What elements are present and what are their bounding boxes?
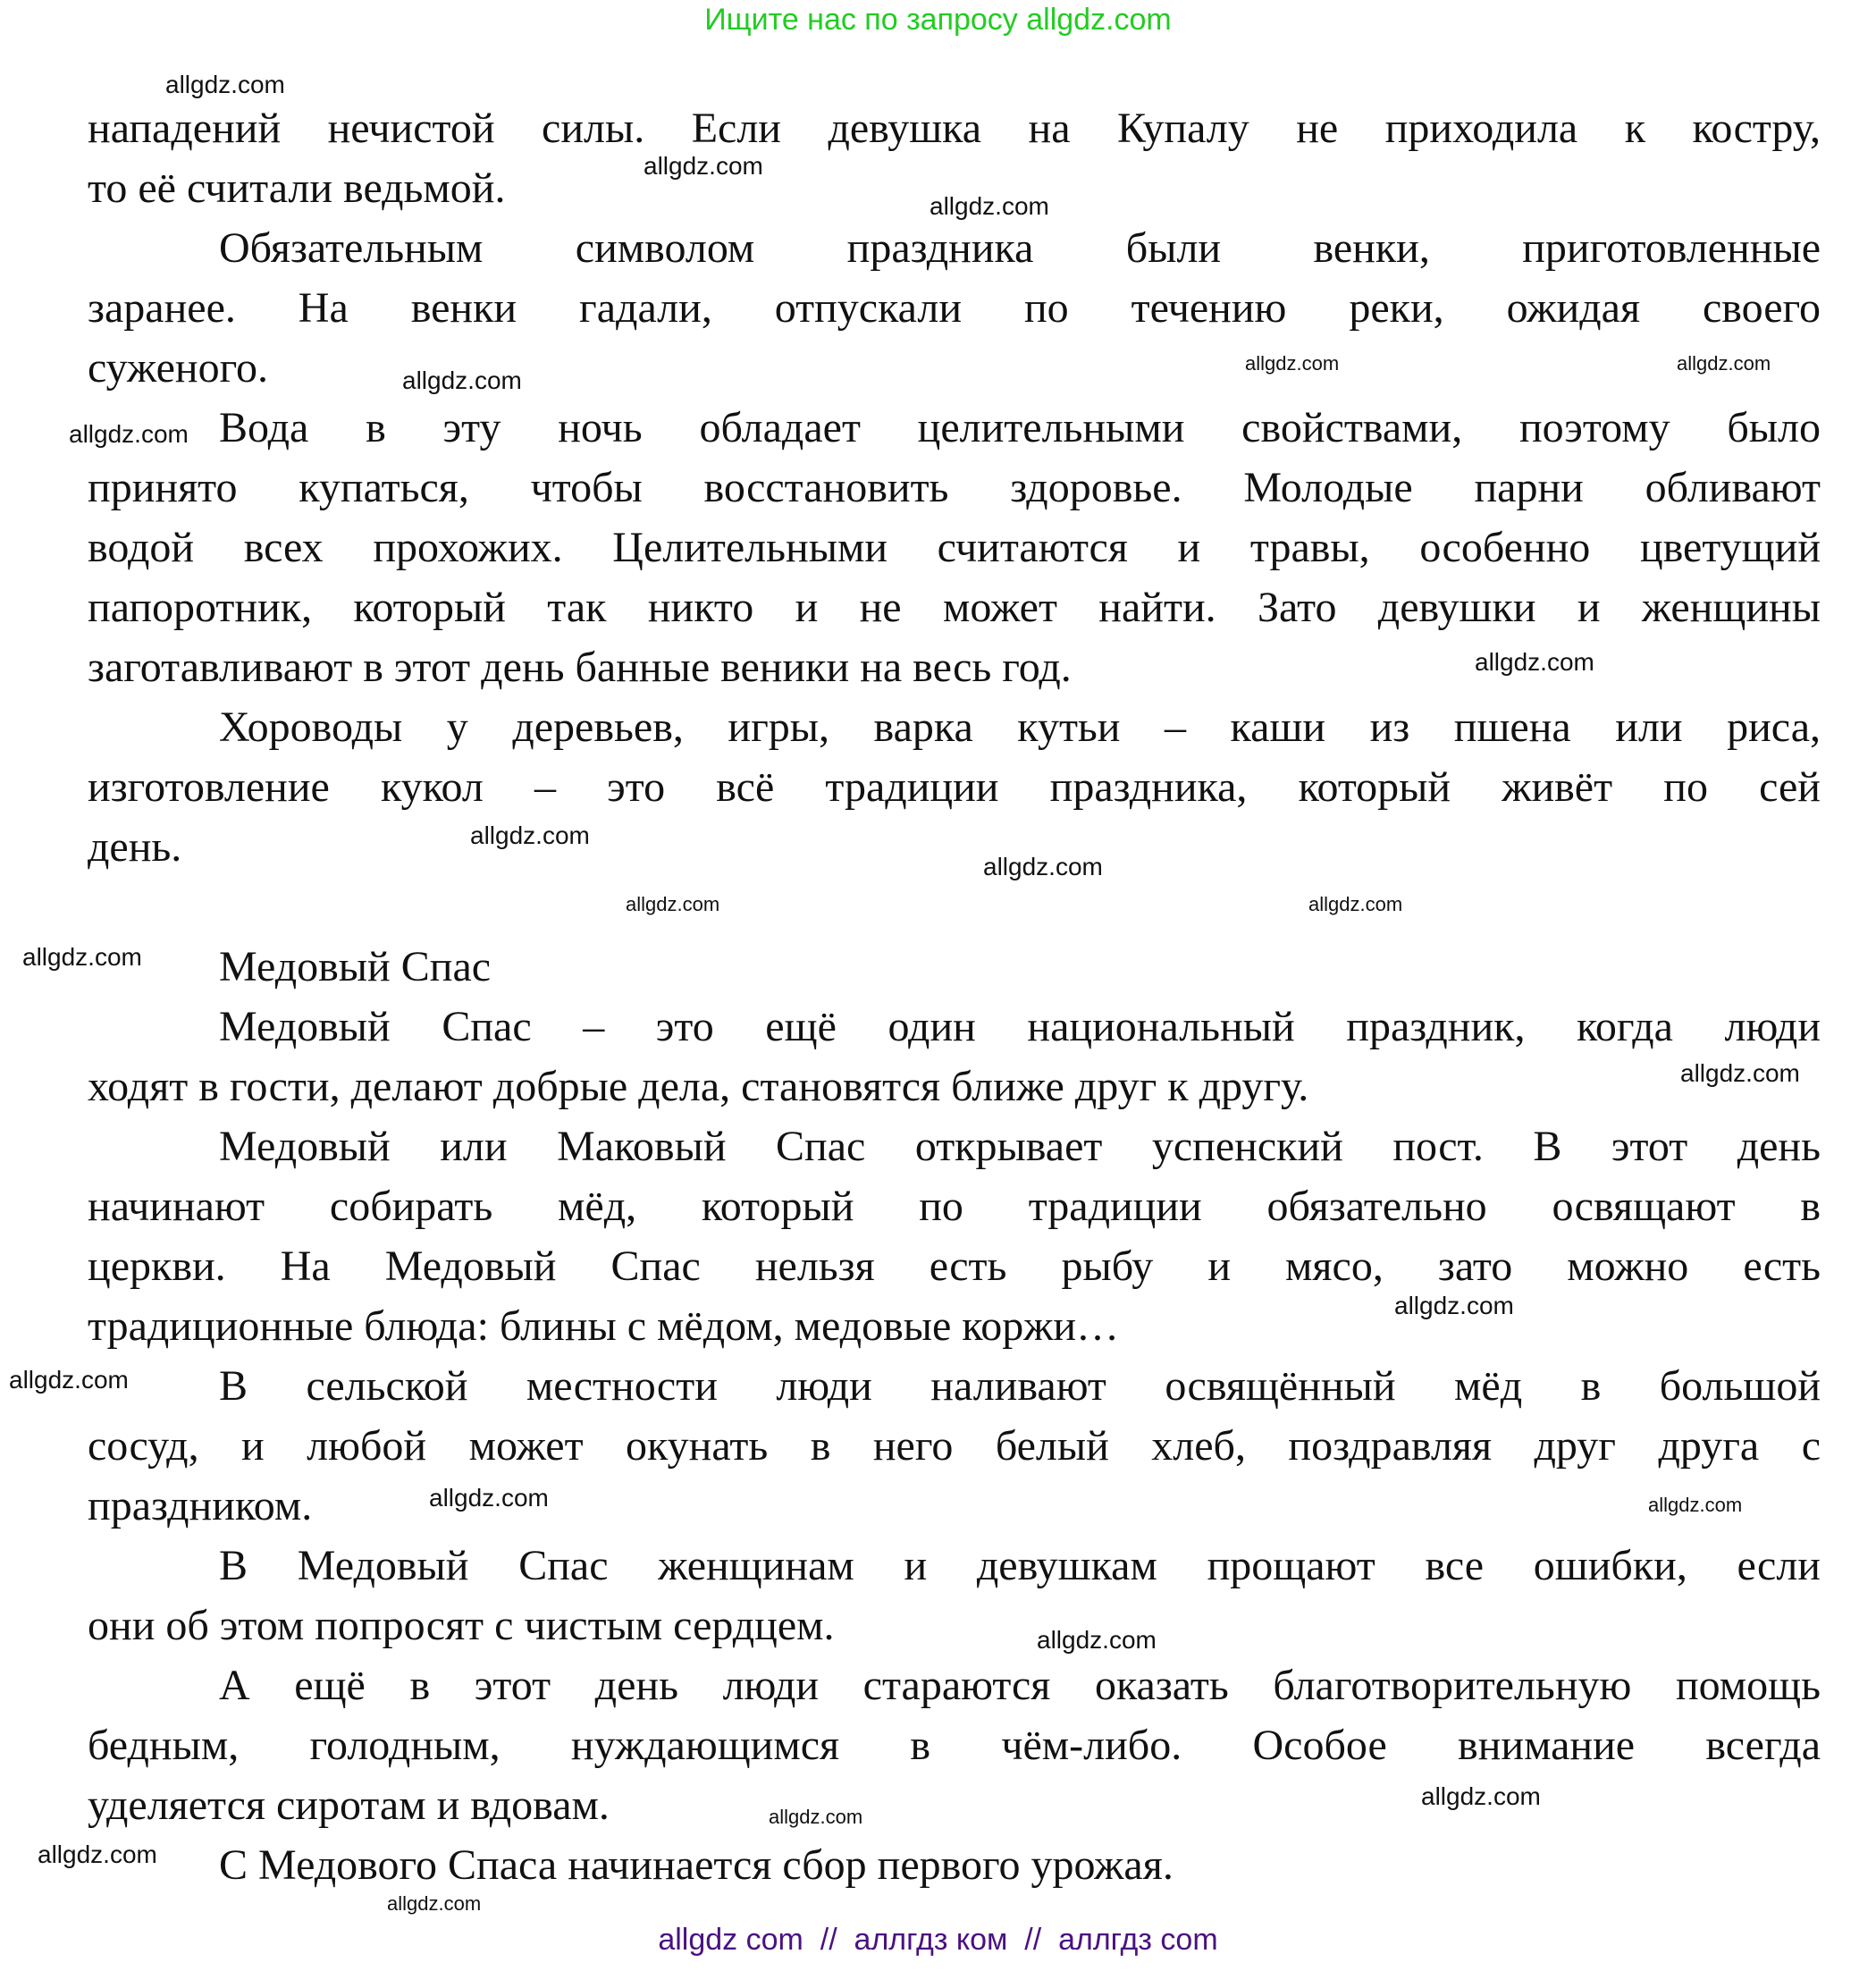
- watermark-text: allgdz.com: [387, 1892, 482, 1915]
- watermark-text: allgdz.com: [1394, 1292, 1514, 1319]
- paragraph: [88, 1356, 1821, 1536]
- text-line: В сельской местности люди наливают освящённый мёд в большой: [219, 1362, 1821, 1410]
- paragraph: [88, 1655, 1821, 1835]
- text-line: церкви. На Медовый Спас нельзя есть рыбу и мясо, зато можно есть: [88, 1242, 1821, 1290]
- text-line: начинают собирать мёд, который по традиции обязательно освящают в: [88, 1183, 1821, 1230]
- watermark-text: allgdz.com: [22, 943, 142, 971]
- watermark-text: allgdz.com: [626, 893, 720, 915]
- text-line: заранее. На венки гадали, отпускали по течению реки, ожидая своего: [88, 284, 1821, 332]
- watermark-text: allgdz.com: [69, 420, 189, 448]
- paragraph: [88, 697, 1821, 877]
- text-line: то её считали ведьмой.: [88, 164, 506, 212]
- watermark-text: allgdz.com: [769, 1806, 863, 1828]
- text-line: А ещё в этот день люди стараются оказать благотворительную помощь: [219, 1662, 1821, 1709]
- text-line: В Медовый Спас женщинам и девушкам прощают все ошибки, если: [219, 1542, 1821, 1589]
- text-line: Медовый или Маковый Спас открывает успенский пост. В этот день: [219, 1123, 1821, 1170]
- paragraph: [88, 1536, 1821, 1655]
- watermark-text: allgdz.com: [470, 821, 590, 849]
- search-banner: Ищите нас по запросу allgdz.com: [704, 3, 1172, 37]
- paragraph: [88, 1835, 1821, 1895]
- text-line: бедным, голодным, нуждающимся в чём-либо. Особое внимание всегда: [88, 1722, 1821, 1769]
- text-line: праздником.: [88, 1482, 313, 1529]
- text-line: сосуд, и любой может окунать в него белый хлеб, поздравляя друг друга с: [88, 1422, 1821, 1470]
- watermark-text: allgdz.com: [1308, 893, 1403, 915]
- watermark-text: allgdz.com: [165, 71, 285, 98]
- watermark-text: allgdz.com: [1475, 648, 1594, 676]
- text-line: суженого.: [88, 344, 269, 392]
- watermark-text: allgdz.com: [1421, 1782, 1541, 1810]
- text-line: Медовый Спас: [219, 943, 492, 990]
- text-line: традиционные блюда: блины с мёдом, медовые коржи…: [88, 1302, 1120, 1350]
- text-line: они об этом попросят с чистым сердцем.: [88, 1602, 835, 1649]
- section-heading: [88, 937, 1821, 997]
- watermark-text: allgdz.com: [402, 366, 522, 394]
- watermark-text: allgdz.com: [644, 152, 763, 180]
- text-line: Медовый Спас – это ещё один национальный праздник, когда люди: [219, 1003, 1821, 1050]
- text-line: водой всех прохожих. Целительными считаются и травы, особенно цветущий: [88, 524, 1821, 571]
- watermark-text: allgdz.com: [1245, 352, 1340, 375]
- paragraph: [88, 997, 1821, 1116]
- text-line: ходят в гости, делают добрые дела, становятся ближе друг к другу.: [88, 1063, 1309, 1110]
- watermark-text: allgdz.com: [1648, 1494, 1743, 1516]
- text-line: заготавливают в этот день банные веники на весь год.: [88, 644, 1072, 691]
- text-line: уделяется сиротам и вдовам.: [88, 1781, 610, 1829]
- watermark-text: allgdz.com: [38, 1840, 157, 1868]
- text-line: Хороводы у деревьев, игры, варка кутьи – каши из пшена или риса,: [219, 703, 1821, 751]
- text-line: С Медового Спаса начинается сбор первого урожая.: [219, 1841, 1174, 1889]
- document-body: [88, 98, 1821, 1895]
- text-line: день.: [88, 823, 182, 871]
- watermark-text: allgdz.com: [1680, 1059, 1800, 1087]
- watermark-text: allgdz.com: [429, 1484, 549, 1512]
- footer-banner: allgdz com // аллгдз ком // аллгдз com: [658, 1923, 1218, 1957]
- paragraph: [88, 218, 1821, 398]
- text-line: принято купаться, чтобы восстановить здоровье. Молодые парни обливают: [88, 464, 1821, 511]
- watermark-text: allgdz.com: [1037, 1626, 1157, 1654]
- watermark-text: allgdz.com: [9, 1366, 129, 1394]
- text-line: Обязательным символом праздника были венки, приготовленные: [219, 224, 1821, 272]
- watermark-text: allgdz.com: [930, 192, 1049, 220]
- blank-line: [88, 877, 1821, 937]
- watermark-text: allgdz.com: [983, 853, 1103, 880]
- paragraph: [88, 1116, 1821, 1356]
- text-line: изготовление кукол – это всё традиции праздника, который живёт по сей: [88, 763, 1821, 811]
- text-line: нападений нечистой силы. Если девушка на Купалу не приходила к костру,: [88, 105, 1821, 152]
- text-line: папоротник, который так никто и не может найти. Зато девушки и женщины: [88, 584, 1821, 631]
- watermark-text: allgdz.com: [1677, 352, 1771, 375]
- text-line: Вода в эту ночь обладает целительными свойствами, поэтому было: [219, 404, 1821, 451]
